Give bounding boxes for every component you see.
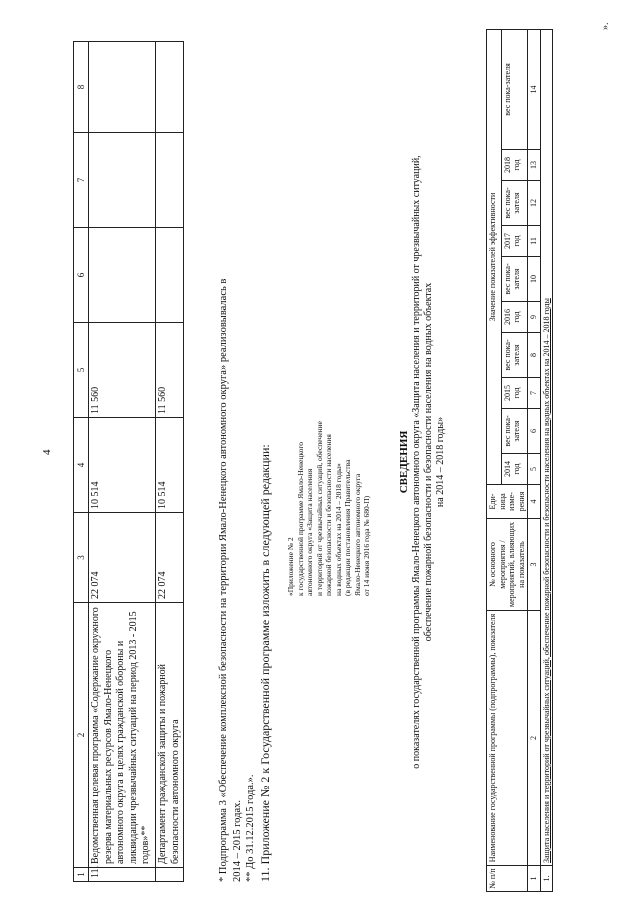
numbering-cell: 4 — [528, 485, 541, 519]
appendix-line: «Приложение № 2 — [286, 537, 295, 596]
numbering-cell: 5 — [528, 454, 541, 485]
total-amount: 22 074 — [156, 513, 184, 603]
table-row — [89, 42, 156, 882]
header-cell: 1 — [74, 868, 89, 882]
header-cell-name: Наименование государственной программы (подпрограммы), показателя — [487, 611, 528, 866]
amount-2017 — [89, 133, 156, 228]
numbering-cell: 6 — [528, 409, 541, 454]
document-subtitle-line: обеспечение пожарной безопасности и безопасности населения на водных объектах — [423, 282, 434, 642]
total-amount: 22 074 — [89, 513, 156, 603]
header-cell-event: № основного мероприятия /мероприятий, влияющих на показатель — [487, 519, 528, 611]
year-cell: 2016 год — [501, 302, 527, 333]
footnote-years: 2014 – 2015 годах. — [232, 800, 243, 882]
numbering-cell: 9 — [528, 302, 541, 333]
numbering-cell: 12 — [528, 181, 541, 226]
appendix-line: от 14 июня 2016 года № 680-П) — [362, 495, 371, 596]
table-row — [540, 30, 553, 892]
program-section-row: Защита населения и территорий от чрезвычайных ситуаций, обеспечение пожарной безопасности и безопасности населения на водных объектах на 2014 – 2018 годы — [540, 30, 553, 866]
amount-2014: 10 514 — [89, 418, 156, 513]
numbering-row — [528, 30, 541, 892]
row-number — [156, 868, 184, 882]
weight-cell: вес пока-зателя — [501, 333, 527, 378]
header-cell-number: № п/п — [487, 866, 528, 892]
table-row — [156, 42, 184, 882]
amount-2015: 11 560 — [156, 323, 184, 418]
table-header-row — [74, 42, 89, 882]
row-number: 11. — [89, 868, 156, 882]
weight-cell: вес пока-зателя — [501, 181, 527, 226]
indicators-table — [486, 30, 553, 892]
amount-2018 — [156, 42, 184, 133]
numbering-cell: 3 — [528, 519, 541, 611]
footnote-deadline: ** До 31.12.2015 года.». — [245, 774, 256, 882]
weight-cell: вес пока-зателя — [501, 409, 527, 454]
header-cell: 8 — [74, 42, 89, 133]
appendix-line: автономного округа «Защита населения — [305, 468, 314, 596]
year-cell: 2018 год — [501, 150, 527, 181]
header-cell-unit: Еди-ница изме-рения — [487, 485, 528, 519]
page-number: 4 — [41, 449, 53, 455]
numbering-cell: 1 — [528, 866, 541, 892]
document-subtitle-line: о показателях государственной программы Ямало-Ненецкого автономного округа «Защита населения и территорий от чрезвычайных ситуаций, — [411, 155, 422, 769]
document-title-block — [398, 42, 447, 882]
appendix-line: Ямало-Ненецкого автономного округа — [352, 473, 362, 596]
funding-table — [73, 42, 184, 882]
weight-cell: вес пока-зателя — [501, 257, 527, 302]
weight-cell: вес пока-зателя — [501, 30, 527, 150]
row-number: 1. — [540, 866, 553, 892]
year-cell: 2014 год — [501, 454, 527, 485]
document-subtitle-line: на 2014 – 2018 годы» — [435, 416, 446, 508]
header-cell: 7 — [74, 133, 89, 228]
header-cell: 6 — [74, 228, 89, 323]
appendix-caption — [286, 276, 372, 596]
amount-2017 — [156, 133, 184, 228]
amount-2015: 11 560 — [89, 323, 156, 418]
year-cell: 2015 год — [501, 378, 527, 409]
amount-2014: 10 514 — [156, 418, 184, 513]
year-cell: 2017 год — [501, 226, 527, 257]
amount-2016 — [89, 228, 156, 323]
amount-2018 — [89, 42, 156, 133]
numbering-cell: 13 — [528, 150, 541, 181]
numbering-cell: 2 — [528, 611, 541, 866]
amount-2016 — [156, 228, 184, 323]
appendix-line: и территорий от чрезвычайных ситуаций, обеспечение — [314, 421, 324, 596]
numbering-cell: 8 — [528, 333, 541, 378]
department-name: Департамент гражданской защиты и пожарной безопасности автономного округа — [156, 603, 184, 868]
amendment-paragraph: 11. Приложение № 2 к Государственной программе изложить в следующей редакции: — [258, 444, 272, 882]
header-cell-values: Значение показателей эффективности — [487, 30, 502, 485]
numbering-cell: 10 — [528, 257, 541, 302]
appendix-line: на водных объектах на 2014 – 2018 годы» — [333, 463, 343, 596]
closing-quote-mark: ». — [600, 22, 611, 30]
header-cell: 2 — [74, 603, 89, 868]
program-name: Ведомственная целевая программа «Содержание окружного резерва материальных ресурсов Ямало-Ненецкого автономного округа в целях гражданской обороны и ликвидации чрезвычайных ситуаций на период 2013 - 2015 годов»** — [89, 603, 156, 868]
appendix-line: пожарной безопасности и безопасности населения — [324, 434, 333, 596]
numbering-cell: 11 — [528, 226, 541, 257]
document-title: СВЕДЕНИЯ — [398, 430, 410, 494]
header-cell: 4 — [74, 418, 89, 513]
header-cell: 3 — [74, 513, 89, 603]
table-header-row — [487, 30, 502, 892]
footnote-subprogram: * Подпрограмма 3 «Обеспечение комплексной безопасности на территории Ямало-Ненецкого автономного округа» реализовывалась в — [218, 278, 229, 882]
numbering-cell: 7 — [528, 378, 541, 409]
appendix-line: (в редакции постановления Правительства — [343, 459, 352, 596]
appendix-line: к государственной программе Ямало-Ненецкого — [295, 441, 305, 596]
numbering-cell: 14 — [528, 30, 541, 150]
header-cell: 5 — [74, 323, 89, 418]
